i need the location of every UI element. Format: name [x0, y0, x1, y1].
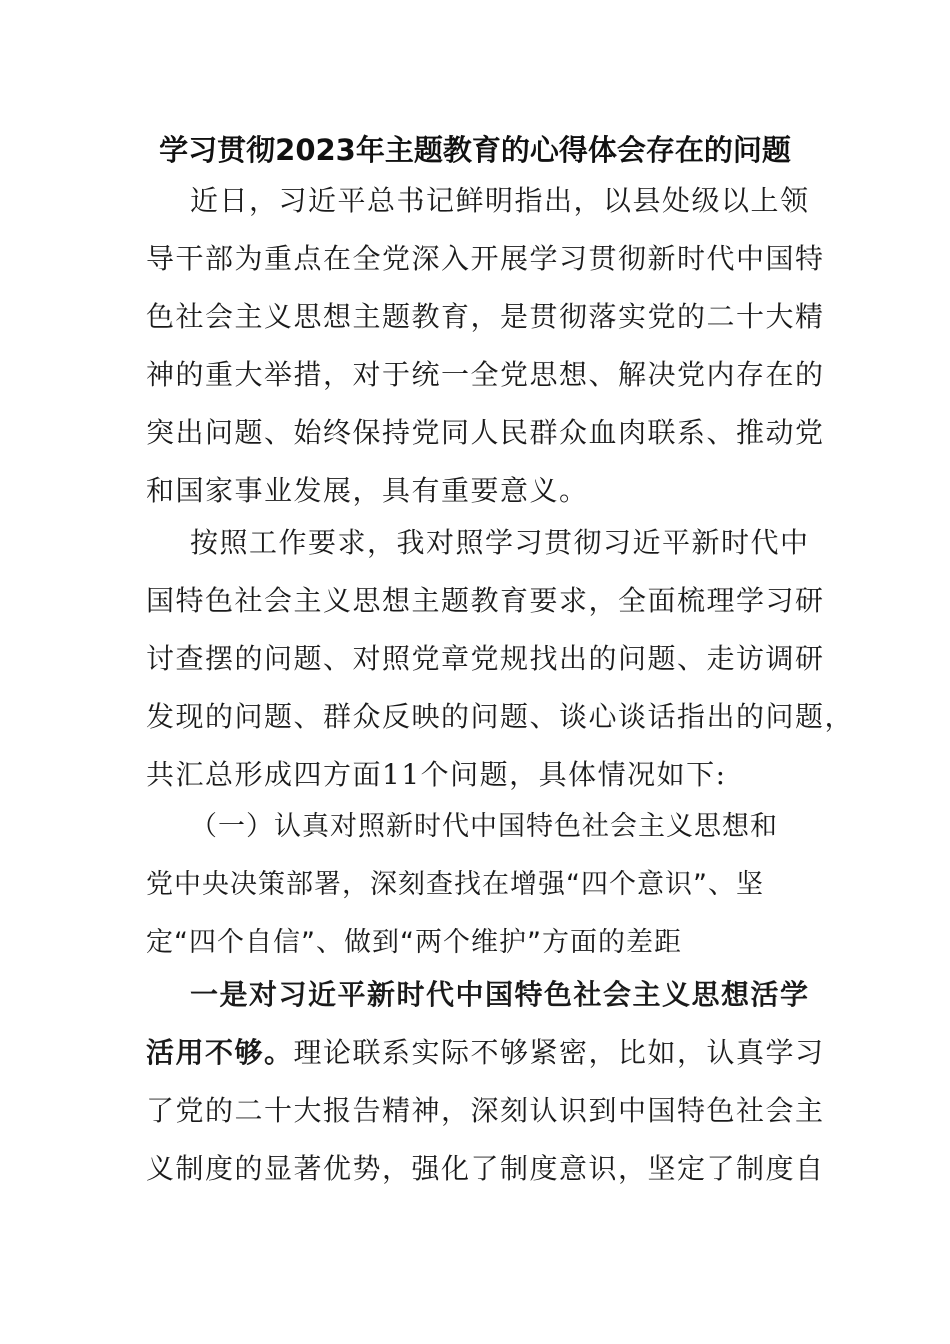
text-line: 讨查摆的问题、对照党章党规找出的问题、走访调研 — [146, 642, 825, 675]
text-line: 按照工作要求，我对照学习贯彻习近平新时代中 — [190, 526, 810, 559]
paragraph-requirements — [146, 514, 855, 804]
point-title-end: 活用不够。 — [146, 1036, 294, 1069]
document-title: 学习贯彻2023年主题教育的心得体会存在的问题 — [159, 133, 791, 167]
point-text: 理论联系实际不够紧密，比如，认真学习 — [293, 1036, 825, 1069]
heading-line: 党中央决策部署，深刻查找在增强“四个意识”、坚 — [146, 869, 764, 900]
paragraph-intro — [146, 172, 825, 520]
text-line: 共汇总形成四方面11个问题，具体情况如下: — [146, 758, 727, 791]
heading-line: 定“四个自信”、做到“两个维护”方面的差距 — [146, 927, 682, 958]
text-line: 国特色社会主义思想主题教育要求，全面梳理学习研 — [146, 584, 825, 617]
text-line: 突出问题、始终保持党同人民群众血肉联系、推动党 — [146, 416, 825, 449]
text-line: 发现的问题、群众反映的问题、谈心谈话指出的问题， — [146, 700, 855, 733]
heading-line: （一）认真对照新时代中国特色社会主义思想和 — [190, 811, 778, 842]
text-line: 了党的二十大报告精神，深刻认识到中国特色社会主 — [146, 1094, 825, 1127]
text-line: 义制度的显著优势，强化了制度意识，坚定了制度自 — [146, 1152, 825, 1185]
text-line: 近日，习近平总书记鲜明指出，以县处级以上领 — [190, 184, 810, 217]
section-heading-1 — [146, 798, 806, 972]
text-line: 和国家事业发展，具有重要意义。 — [146, 474, 589, 507]
text-line: 神的重大举措，对于统一全党思想、解决党内存在的 — [146, 358, 825, 391]
text-line: 色社会主义思想主题教育，是贯彻落实党的二十大精 — [146, 300, 825, 333]
text-line — [146, 1024, 825, 1082]
text-line: 导干部为重点在全党深入开展学习贯彻新时代中国特 — [146, 242, 825, 275]
paragraph-point-1 — [146, 966, 825, 1198]
point-title-line: 一是对习近平新时代中国特色社会主义思想活学 — [190, 978, 810, 1011]
